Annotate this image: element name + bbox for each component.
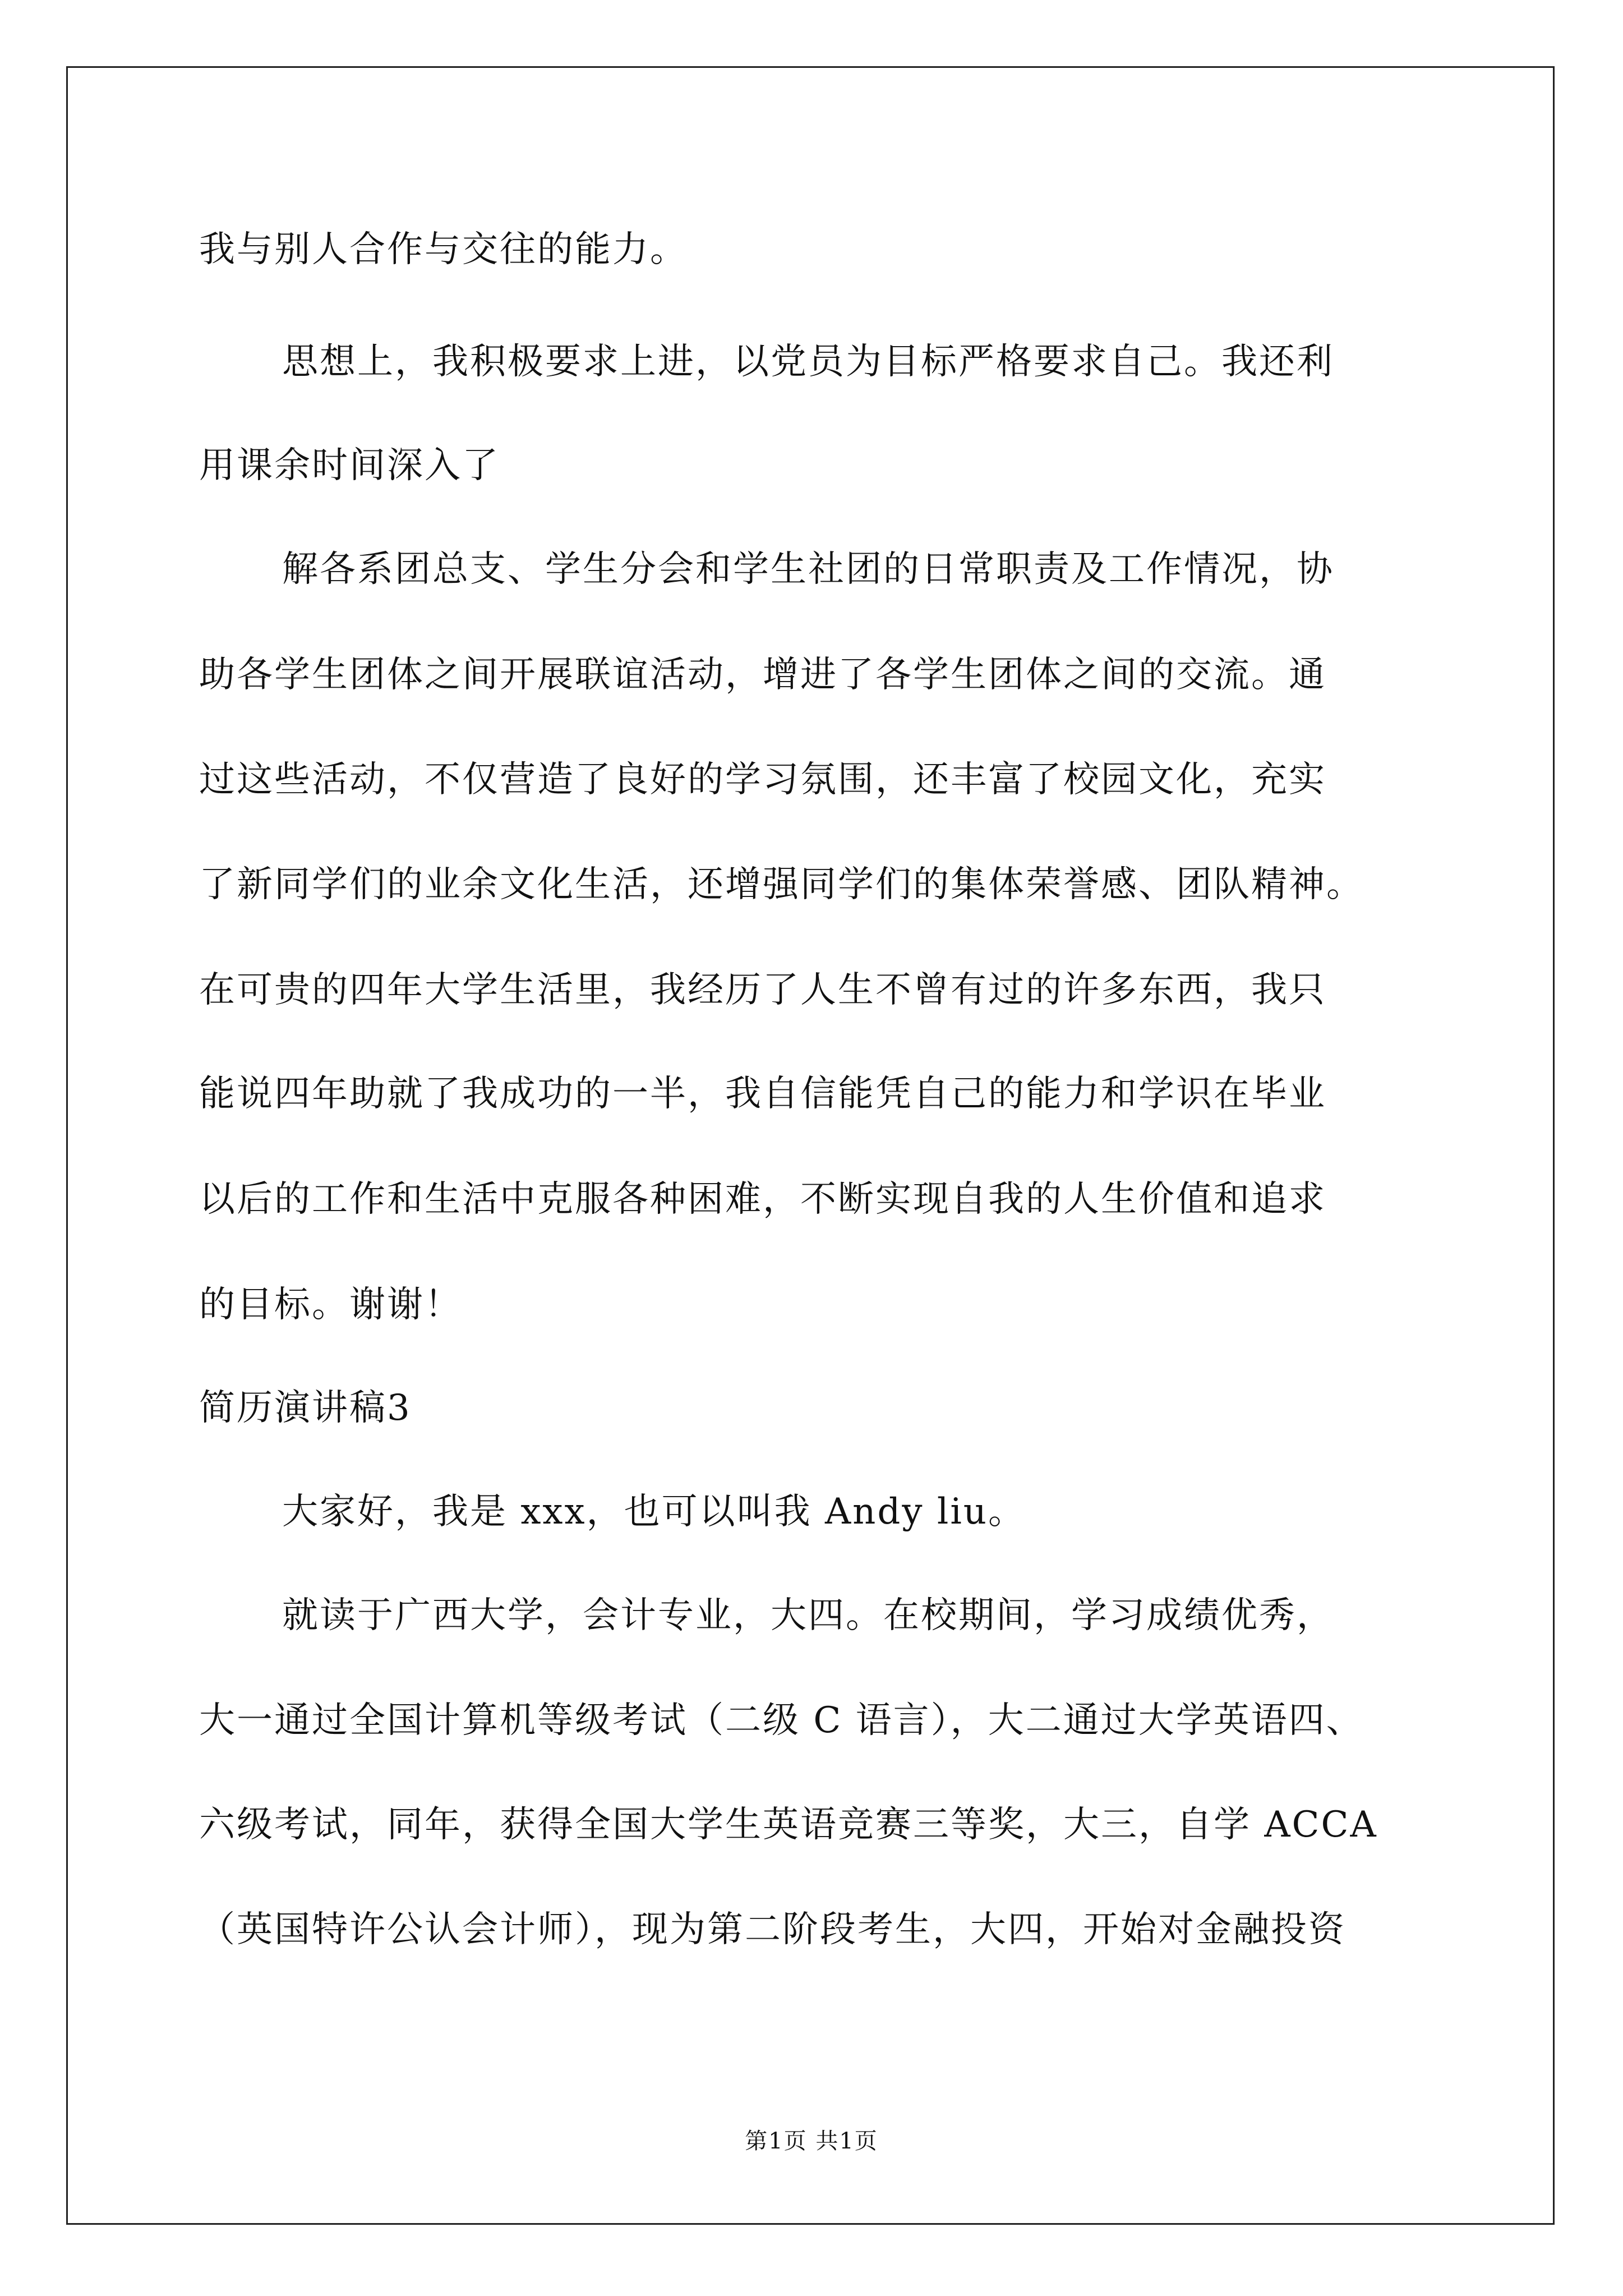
text-line: 助各学生团体之间开展联谊活动，增进了各学生团体之间的交流。通 (199, 654, 1326, 696)
text-line: 了新同学们的业余文化生活，还增强同学们的集体荣誉感、团队精神。 (199, 864, 1364, 905)
text-line: 过这些活动，不仅营造了良好的学习氛围，还丰富了校园文化，充实 (199, 759, 1326, 800)
text-line: 能说四年助就了我成功的一半，我自信能凭自己的能力和学识在毕业 (199, 1073, 1326, 1115)
text-line: 我与别人合作与交往的能力。 (199, 229, 688, 270)
text-line: 思想上，我积极要求上进，以党员为目标严格要求自己。我还利 (282, 341, 1334, 383)
text-line: 解各系团总支、学生分会和学生社团的日常职责及工作情况，协 (282, 549, 1334, 590)
text-line: 以后的工作和生活中克服各种困难，不断实现自我的人生价值和追求 (199, 1179, 1326, 1220)
text-line: 的目标。谢谢！ (199, 1284, 462, 1326)
page-footer: 第1页 共1页 (745, 2128, 878, 2154)
page-border (66, 66, 1555, 2225)
text-line: 就读于广西大学，会计专业，大四。在校期间，学习成绩优秀， (282, 1595, 1334, 1636)
text-line: （英国特许公认会计师），现为第二阶段考生，大四，开始对金融投资 (199, 1909, 1346, 1950)
text-line: 用课余时间深入了 (199, 445, 500, 486)
text-line: 在可贵的四年大学生活里，我经历了人生不曾有过的许多东西，我只 (199, 969, 1326, 1011)
text-line: 大家好，我是 xxx，也可以叫我 Andy liu。 (282, 1491, 1026, 1533)
text-line: 大一通过全国计算机等级考试（二级 C 语言），大二通过大学英语四、 (199, 1700, 1364, 1741)
text-line: 六级考试，同年，获得全国大学生英语竞赛三等奖，大三，自学 ACCA (199, 1804, 1378, 1846)
section-heading: 简历演讲稿3 (199, 1387, 412, 1429)
